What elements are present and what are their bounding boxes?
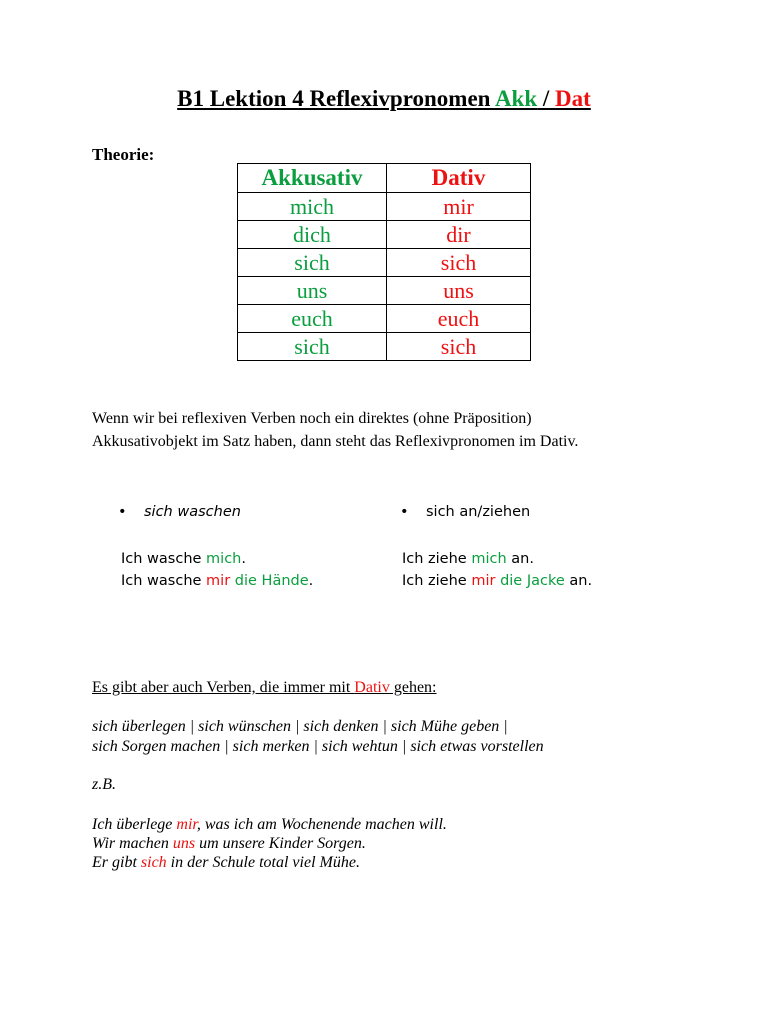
dativ-verb-list <box>92 717 544 757</box>
page-title <box>0 86 768 112</box>
bullet-icon: • <box>400 504 409 520</box>
example-sentences-left <box>121 548 313 592</box>
dativ-pronoun: mir <box>176 816 197 833</box>
heading-text: Es gibt aber auch Verben, die immer mit <box>92 679 355 696</box>
table-row <box>238 193 531 221</box>
example-sentence <box>121 548 313 570</box>
heading-text: gehen: <box>389 679 437 696</box>
explanation-line: Akkusativobjekt im Satz haben, dann steht das Reflexivpronomen im Dativ. <box>92 433 579 450</box>
sentence-text: Ich ziehe <box>402 551 472 567</box>
akkusativ-cell: sich <box>238 249 387 277</box>
example-verb-left <box>118 504 241 520</box>
sentence-text: , was ich am Wochenende machen will. <box>196 816 447 833</box>
verb-list-line: sich überlegen | sich wünschen | sich denken | sich Mühe geben | <box>92 718 508 735</box>
dativ-pronoun: sich <box>140 854 167 871</box>
sentence-text: Er gibt <box>92 854 141 871</box>
header-dativ: Dativ <box>387 164 531 193</box>
akkusativ-pronoun: mich <box>471 551 507 567</box>
header-akkusativ: Akkusativ <box>238 164 387 193</box>
example-sentences-right <box>402 548 592 592</box>
akkusativ-cell: euch <box>238 305 387 333</box>
sentence-text: Ich ziehe <box>402 573 472 589</box>
bullet-icon: • <box>118 504 127 520</box>
akkusativ-object: die Jacke <box>500 573 565 589</box>
title-slash: / <box>537 86 556 111</box>
table-row <box>238 221 531 249</box>
heading-dativ: Dativ <box>354 679 390 696</box>
dativ-cell: sich <box>387 333 531 361</box>
akkusativ-object: die Hände <box>234 573 309 589</box>
example-sentence <box>92 834 447 853</box>
explanation-paragraph <box>92 407 712 453</box>
verb-list-line: sich Sorgen machen | sich merken | sich wehtun | sich etwas vorstellen <box>92 738 544 755</box>
sentence-text: Wir machen <box>92 835 173 852</box>
dativ-pronoun: mir <box>206 573 231 589</box>
verb-label: sich waschen <box>144 504 241 520</box>
dativ-pronoun: mir <box>471 573 496 589</box>
verb-label: sich an/ziehen <box>426 504 531 520</box>
sentence-text: an. <box>564 573 593 589</box>
table-row <box>238 249 531 277</box>
example-sentence <box>402 570 592 592</box>
example-sentence <box>92 815 447 834</box>
akkusativ-cell: sich <box>238 333 387 361</box>
title-text: B1 Lektion 4 Reflexivpronomen <box>177 86 495 111</box>
akkusativ-cell: uns <box>238 277 387 305</box>
sentence-text: Ich überlege <box>92 816 177 833</box>
table-row <box>238 277 531 305</box>
akkusativ-cell: dich <box>238 221 387 249</box>
title-dat: Dat <box>555 86 591 111</box>
table-row <box>238 305 531 333</box>
dativ-cell: sich <box>387 249 531 277</box>
table-row <box>238 333 531 361</box>
sentence-text: . <box>308 573 314 589</box>
example-sentence <box>402 548 592 570</box>
dativ-cell: mir <box>387 193 531 221</box>
sentence-text: an. <box>506 551 534 567</box>
title-akk: Akk <box>494 86 538 111</box>
dativ-cell: uns <box>387 277 531 305</box>
akkusativ-cell: mich <box>238 193 387 221</box>
table-header-row <box>238 164 531 193</box>
akkusativ-pronoun: mich <box>206 551 242 567</box>
sentence-text: um unsere Kinder Sorgen. <box>195 835 366 852</box>
dativ-section-heading <box>92 679 437 697</box>
dativ-cell: dir <box>387 221 531 249</box>
dativ-pronoun: uns <box>172 835 196 852</box>
example-verb-right <box>400 504 530 520</box>
pronoun-table <box>237 163 531 361</box>
theorie-label: Theorie: <box>92 145 155 164</box>
zb-label: z.B. <box>92 776 116 793</box>
sentence-text: in der Schule total viel Mühe. <box>166 854 360 871</box>
sentence-text: Ich wasche <box>121 573 207 589</box>
dativ-example-sentences <box>92 815 447 872</box>
example-sentence <box>92 853 447 872</box>
dativ-cell: euch <box>387 305 531 333</box>
sentence-text: Ich wasche <box>121 551 207 567</box>
example-sentence <box>121 570 313 592</box>
explanation-line: Wenn wir bei reflexiven Verben noch ein direktes (ohne Präposition) <box>92 410 532 427</box>
sentence-text: . <box>241 551 246 567</box>
